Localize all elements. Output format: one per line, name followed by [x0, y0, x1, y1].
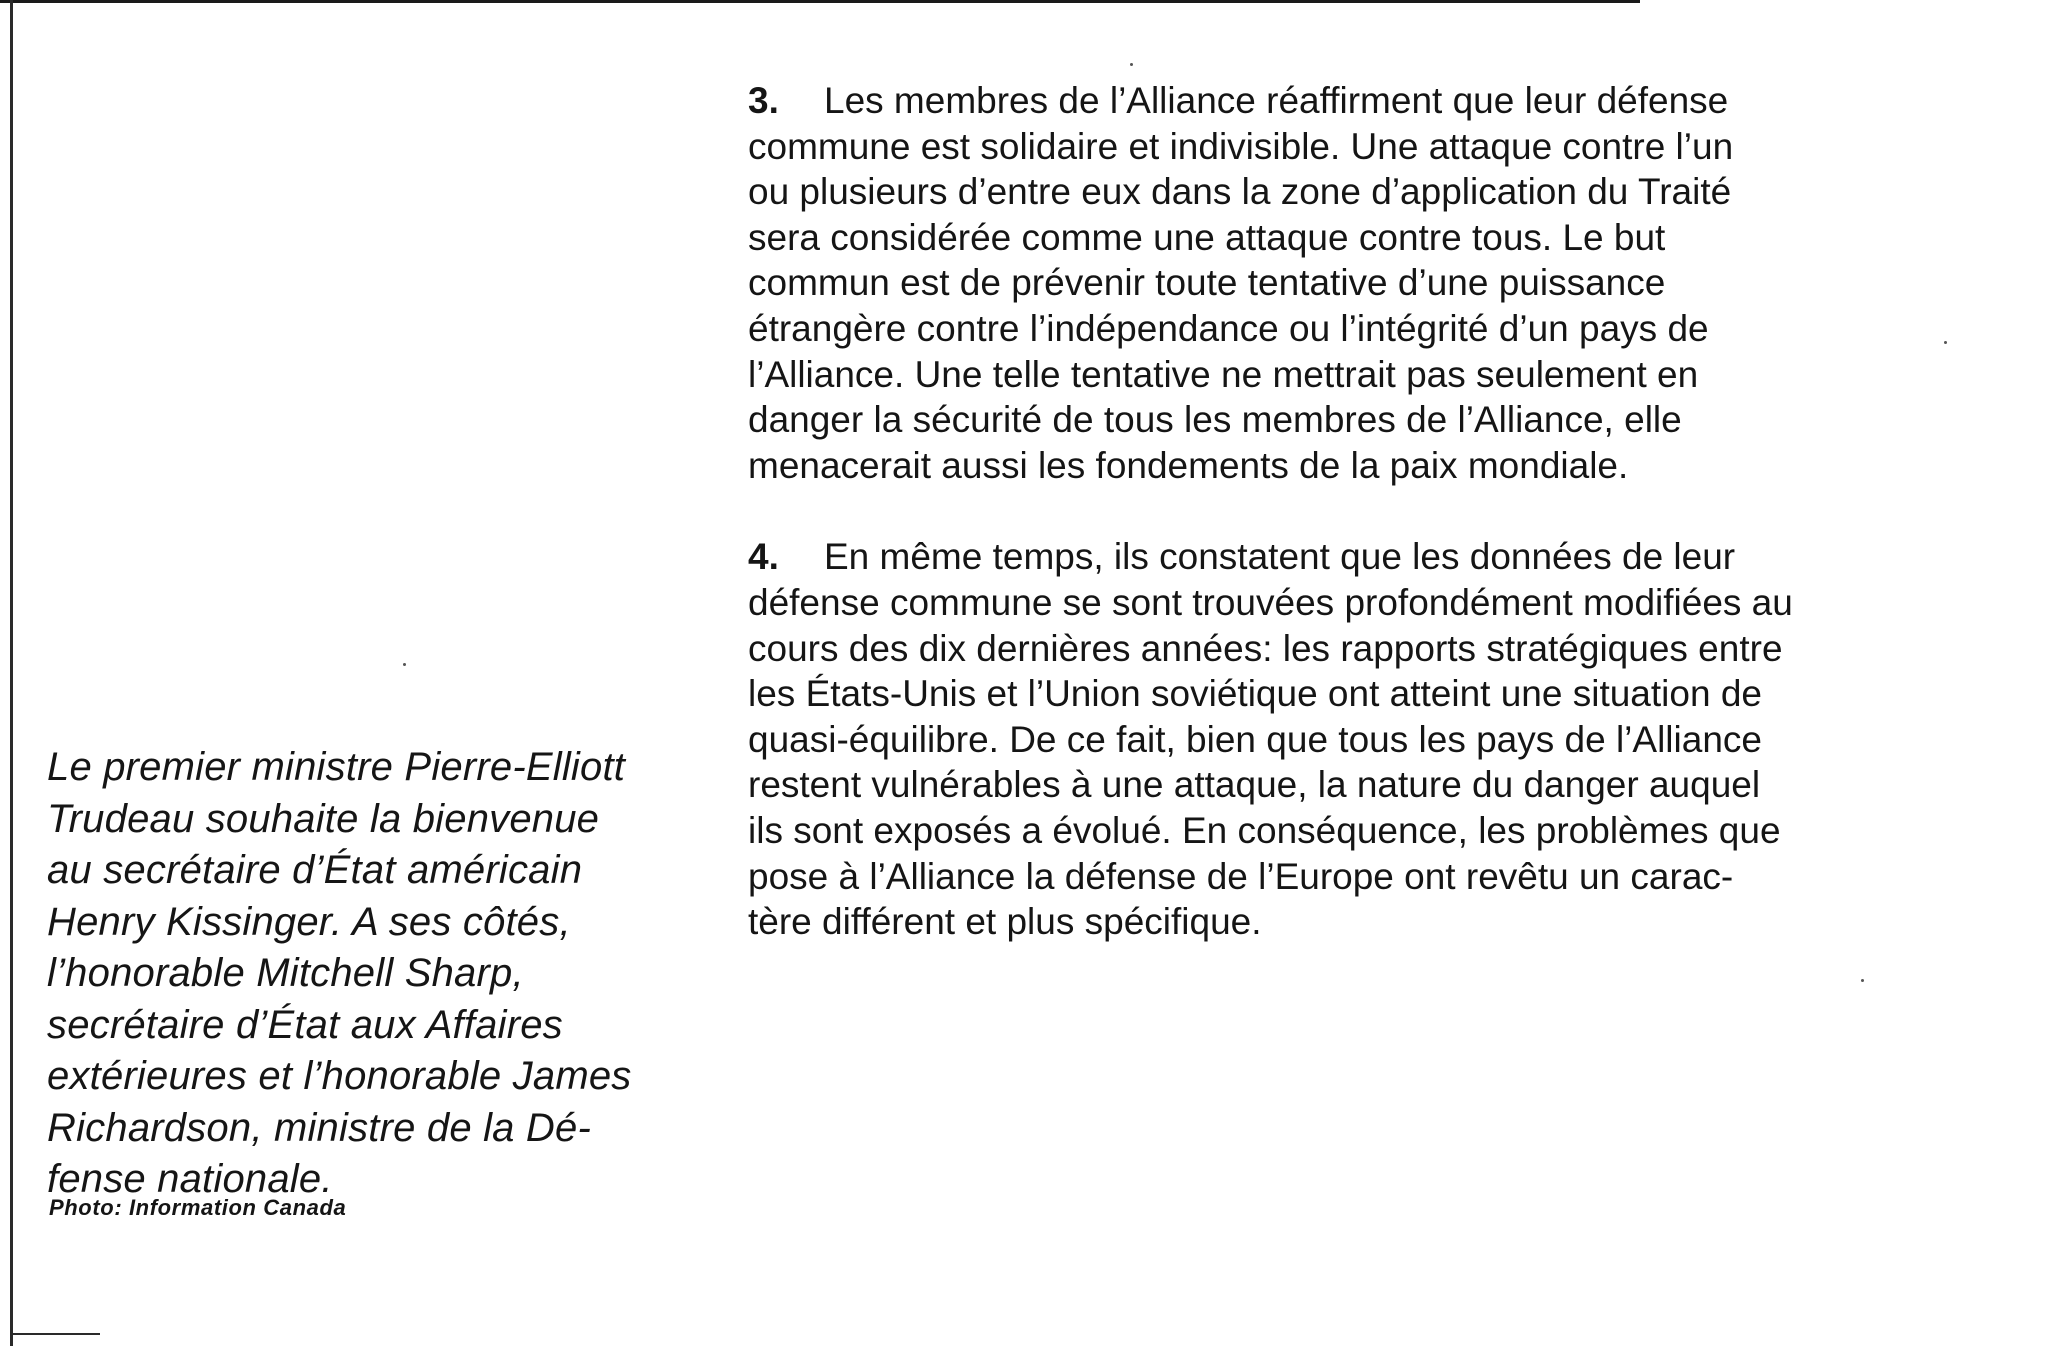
photo-credit: Photo: Information Canada	[49, 1195, 347, 1220]
paragraph-line: danger la sécurité de tous les membres de l’Alliance, elle	[748, 399, 1682, 441]
paragraph-line	[748, 534, 2048, 580]
paragraph-line: l’Alliance. Une telle tentative ne mettrait pas seulement en	[748, 353, 1699, 395]
caption-line: Trudeau souhaite la bienvenue	[47, 796, 600, 841]
article-body	[748, 78, 2048, 991]
caption-line: extérieures et l’honorable James	[47, 1054, 632, 1098]
photo-caption	[47, 742, 707, 1206]
paragraph-line: étrangère contre l’indépendance ou l’intégrité d’un pays de	[748, 307, 1709, 349]
caption-line: Henry Kissinger. A ses côtés,	[47, 899, 571, 944]
paragraph-line: les États-Unis et l’Union soviétique ont atteint une situation de	[748, 673, 1762, 715]
paragraph-line: tère différent et plus spécifique.	[748, 901, 1262, 943]
paragraph-line: commun est de prévenir toute tentative d’une puissance	[748, 262, 1666, 304]
paragraph-line: restent vulnérables à une attaque, la nature du danger auquel	[748, 764, 1761, 806]
caption-line: Richardson, ministre de la Dé-	[47, 1105, 591, 1150]
caption-line: Le premier ministre Pierre-Elliott	[47, 745, 626, 789]
paragraph-line: commune est solidaire et indivisible. Une attaque contre l’un	[748, 125, 1734, 167]
caption-text	[47, 742, 707, 1206]
paragraph-line: cours des dix dernières années: les rapports stratégiques entre	[748, 627, 1783, 669]
scan-speck	[403, 663, 406, 666]
paragraph-line: sera considérée comme une attaque contre tous. Le but	[748, 216, 1666, 258]
paragraph-line	[748, 78, 2048, 124]
paragraph-number: 3.	[748, 80, 779, 121]
paragraph-4	[748, 534, 2048, 944]
paragraph-line: quasi-équilibre. De ce fait, bien que tous les pays de l’Alliance	[748, 718, 1762, 760]
bottom-margin-rule	[10, 1333, 100, 1335]
paragraph-line: pose à l’Alliance la défense de l’Europe ont revêtu un carac-	[748, 855, 1734, 897]
paragraph-line: ou plusieurs d’entre eux dans la zone d’application du Traité	[748, 171, 1732, 213]
caption-line: secrétaire d’État aux Affaires	[47, 1002, 563, 1047]
paragraph-line-text: Les membres de l’Alliance réaffirment que leur défense	[824, 80, 1729, 121]
paragraph-3	[748, 78, 2048, 488]
left-margin-rule	[10, 0, 13, 1346]
paragraph-line-text: En même temps, ils constatent que les données de leur	[824, 536, 1736, 578]
paragraph-number: 4.	[748, 536, 779, 578]
caption-line: au secrétaire d’État américain	[47, 848, 583, 892]
paragraph-line: défense commune se sont trouvées profondément modifiées au	[748, 581, 1793, 623]
paragraph-line: ils sont exposés a évolué. En conséquence, les problèmes que	[748, 809, 1781, 851]
caption-line: fense nationale.	[47, 1157, 333, 1201]
paragraph-line: menacerait aussi les fondements de la paix mondiale.	[748, 444, 1629, 486]
caption-line: l’honorable Mitchell Sharp,	[47, 951, 524, 995]
scan-speck	[1130, 63, 1133, 66]
top-border-rule	[0, 0, 1640, 3]
